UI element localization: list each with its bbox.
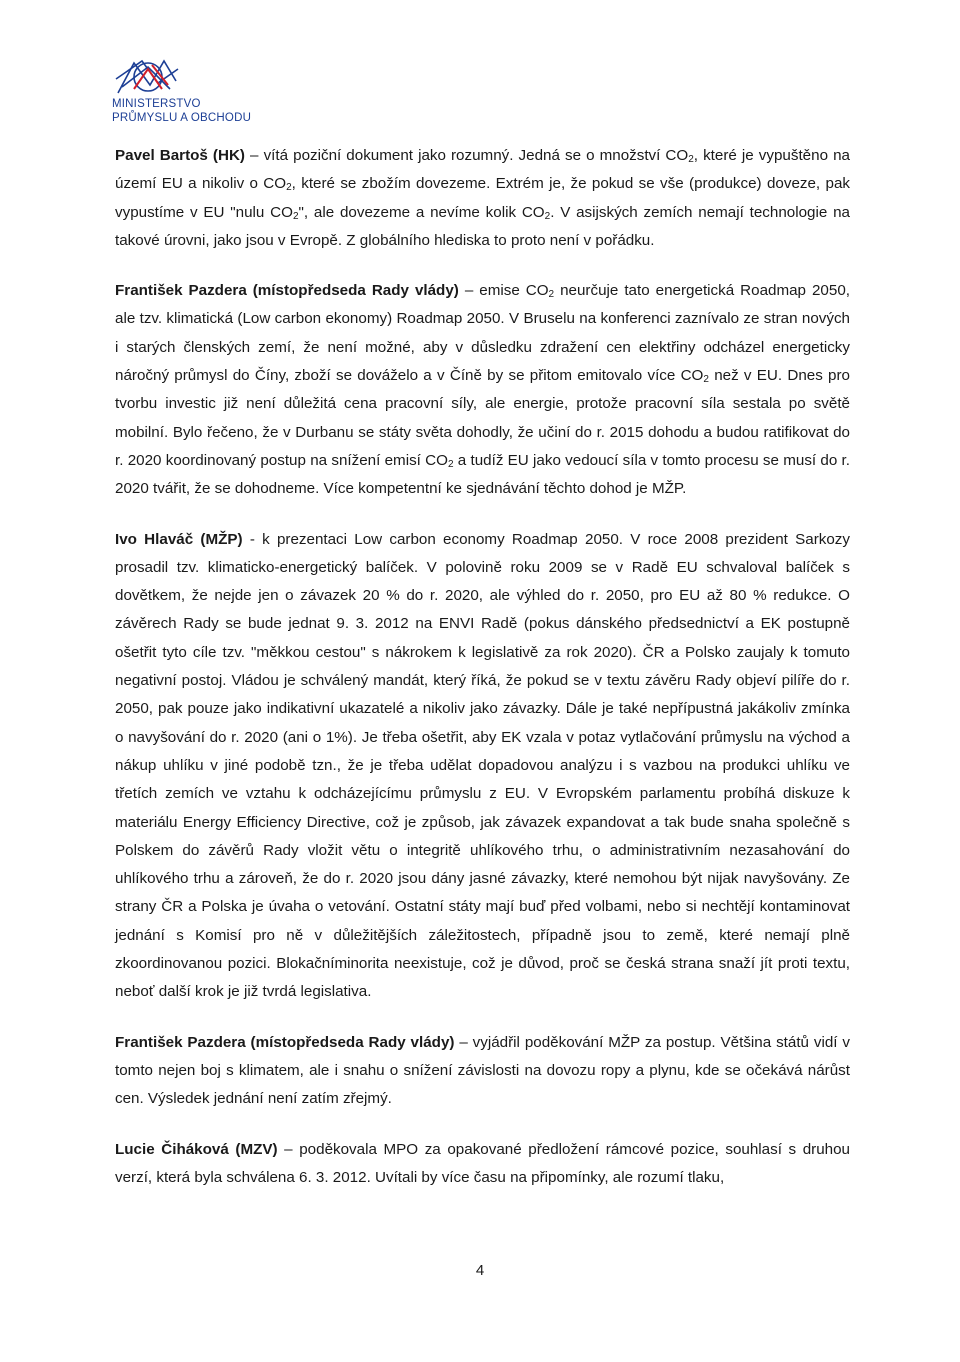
logo-line-2: PRŮMYSLU A OBCHODU	[112, 112, 252, 124]
paragraph-text: , které je vypuštěno na území EU a nikoliv o CO	[115, 147, 850, 193]
speaker-name: František Pazdera (místopředseda Rady vlády)	[115, 1033, 455, 1051]
paragraph-text: neurčuje tato energetická Roadmap 2050, ale tzv. klimatická (Low carbon ekonomy) Roadmap 2050. V Bruselu na konferenci zaznívalo ze stran nových i starých členských zemí, že není možné, aby v důsledku zdražení cen elektřiny odcházel energeticky náročný průmysl do Číny, zboží se dováželo a v Číně by se přitom emitovalo více CO	[115, 282, 850, 385]
subscript: 2	[286, 182, 292, 194]
paragraph-text: – poděkovala MPO za opakované předložení rámcové pozice, souhlasí s druhou verzí, která byla schválena 6. 3. 2012. Uvítali by více času na připomínky, ale rozumí tlaku,	[115, 1140, 851, 1186]
paragraph-text: – vyjádřil poděkování MŽP za postup. Většina států vidí v tomto nejen boj s klimatem, ale i snahu o snížení závislosti na dovozu ropy a plynu, kde se očekává nárůst cen. Výsledek jednání není zatím zřejmý.	[115, 1033, 851, 1108]
paragraph-cihakova	[115, 1136, 850, 1193]
subscript: 2	[292, 210, 299, 222]
ministry-logo	[112, 55, 312, 125]
subscript: 2	[544, 210, 551, 222]
paragraph-text: ", ale dovezeme a nevíme kolik CO	[298, 203, 545, 221]
speaker-name: Ivo Hlaváč (MŽP)	[115, 530, 243, 548]
document-body	[115, 142, 850, 1214]
paragraph-text: – vítá poziční dokument jako rozumný. Jedná se o množství CO	[244, 147, 689, 164]
paragraph-text: . V asijských zemích nemají technologie na takové úrovni, jako jsou v Evropě. Z globálního hlediska to proto není v pořádku.	[115, 203, 850, 249]
page-number: 4	[475, 1262, 485, 1279]
ministry-emblem-icon	[112, 55, 182, 97]
paragraph-text: než v EU. Dnes pro tvorbu investic již není důležitá cena pracovní síly, ale energie, protože pracovní síla sestala po světě mobilní. Bylo řečeno, že v Durbanu se státy světa dohodly, že učiní do r. 2015 dohodu a budou ratifikovat do r. 2020 koordinovaný postup na snížení emisí CO	[115, 367, 851, 469]
subscript: 2	[447, 458, 454, 470]
paragraph-pazdera-1	[115, 277, 850, 503]
speaker-name: František Pazdera (místopředseda Rady vlády)	[115, 282, 459, 300]
paragraph-pazdera-2	[115, 1029, 850, 1114]
paragraph-text: a tudíž EU jako vedoucí síla v tomto procesu se musí do r. 2020 tvářit, že se dohodneme. Více kompetentní ke sjednávání těchto dohod je MŽP.	[115, 451, 850, 498]
subscript: 2	[688, 154, 694, 165]
logo-line-1: MINISTERSTVO	[112, 98, 201, 110]
paragraph-hlavac	[115, 526, 850, 1007]
paragraph-text: – emise CO	[458, 282, 549, 300]
paragraph-text: - k prezentaci Low carbon economy Roadmap 2050. V roce 2008 prezident Sarkozy prosadil tzv. klimaticko-energetický balíček. V polovině roku 2009 se v Radě EU schvaloval balíček s dovětkem, že nejde jen o závazek 20 % do r. 2020, ale výhled do r. 2050, pro EU až 80 % redukce. O závěrech Rady se bude jednat 9. 3. 2012 na ENVI Radě (pokus dánského předsednictví a EK postupně ošetřit tyto cíle tzv. "měkkou cestou" s nákrokem k legislativě za rok 2020). ČR a Polsko zaujaly k tomuto negativní postoj. Vládou je schválený mandát, který říká, že pokud se v textu závěru Rady objeví pilíře do r. 2050, pak pouze jako indikativní ukazatelé a nikoliv jako závazky. Dále je také nepřípustná jakákoliv zmínka o navyšování do r. 2020 (ani o 1%). Je třeba ošetřit, aby EK vzala v potaz vytlačování průmyslu na východ a nákup uhlíku v jiné podobě tzn., že je třeba udělat dopadovou analýzu i s vazbou na produkci uhlíku ve třetích zemích ve vztahu k odcházejícímu průmyslu z EU. V Evropském parlamentu probíhá diskuze k materiálu Energy Efficiency Directive, což je způsob, jak závazek expandovat a tak bude snaha společně s Polskem do závěrů Rady vložit větu o integritě uhlíkového trhu, o administrativním nezasahování do uhlíkového trhu a zároveň, že do r. 2020 jsou dány jasné závazky, které nemohou být nijak navyšovány. Ze strany ČR a Polska je úvaha o vetování. Ostatní státy mají buď před volbami, nebo si nechtějí kontaminovat jednání s Komisí pro ně v důležitějších záležitostech, případně jsou to země, které nemají plně zkoordinovanou pozici. Blokačníminorita neexistuje, což je důvod, proč se česká strana snaží jít proti textu, neboť další krok je již tvrdá legislativa.	[115, 530, 850, 1001]
subscript: 2	[548, 289, 555, 301]
speaker-name: Pavel Bartoš (HK)	[115, 147, 245, 164]
subscript: 2	[703, 374, 709, 386]
paragraph-bartos	[115, 142, 850, 255]
paragraph-text: , které se zbožím dovezeme. Extrém je, že pokud se vše (produkce) doveze, pak vypustíme v EU "nulu CO	[115, 175, 850, 221]
speaker-name: Lucie Čiháková (MZV)	[115, 1140, 278, 1158]
